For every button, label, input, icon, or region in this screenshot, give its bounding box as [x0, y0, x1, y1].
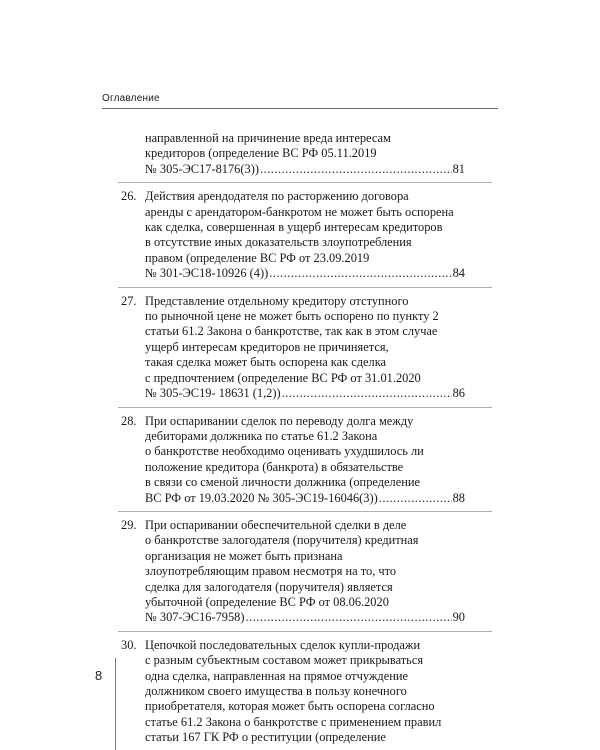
- dot-leader: [260, 162, 452, 177]
- entry-text-line: убыточной (определение ВС РФ от 08.06.2020: [145, 594, 389, 609]
- entry-divider: [118, 631, 492, 632]
- dot-leader: [246, 610, 452, 625]
- entry-page-number: 86: [452, 386, 465, 401]
- entry-text-line: должником своего имущества в пользу конечного: [145, 684, 407, 698]
- dot-leader: [282, 386, 452, 401]
- toc-entry[interactable]: [121, 517, 465, 626]
- page-number: 8: [95, 668, 103, 683]
- entry-text-line: статьи 167 ГК РФ о реституции (определение: [145, 730, 386, 745]
- toc-entry[interactable]: [121, 189, 465, 281]
- entry-text-line: Цепочкой последовательных сделок купли-продажи: [145, 637, 421, 652]
- header-divider: [102, 108, 498, 109]
- dot-leader: [269, 266, 451, 281]
- entry-text-line: правом (определение ВС РФ от 23.09.2019: [145, 250, 370, 265]
- entry-text-line: Представление отдельному кредитору отступного: [145, 293, 409, 308]
- entry-text-line: кредиторов (определение ВС РФ 05.11.2019: [145, 146, 377, 161]
- entry-divider: [118, 182, 492, 183]
- entry-number: 26.: [121, 189, 137, 204]
- entry-text-line: № 305-ЭС17-8176(3)): [145, 161, 259, 176]
- entry-text-line: статье 61.2 Закона о банкротстве с применением правил: [145, 714, 442, 729]
- entry-text-line: такая сделка может быть оспорена как сделка: [145, 355, 387, 370]
- entry-text-line: При оспаривании обеспечительной сделки в деле: [145, 517, 407, 532]
- entry-page-number: 90: [452, 610, 465, 625]
- entry-text-line: ВС РФ от 19.03.2020 № 305-ЭС19-16046(3)): [145, 490, 378, 505]
- running-header-title: Оглавление: [102, 93, 160, 104]
- entry-text-line: в отсутствие иных доказательств злоупотребления: [145, 235, 412, 250]
- toc-entry[interactable]: [145, 131, 465, 177]
- entry-text-line: направленной на причинение вреда интересам: [145, 131, 391, 145]
- entry-text-line: в связи со сменой личности должника (определение: [145, 475, 420, 490]
- entry-divider: [118, 407, 492, 408]
- entry-text-line: № 305-ЭС19- 18631 (1,2)): [145, 386, 281, 401]
- entry-text-line: с предпочтением (определение ВС РФ от 31.01.2020: [145, 370, 421, 385]
- table-of-contents: [121, 131, 465, 746]
- entry-page-number: 84: [452, 266, 465, 281]
- entry-number: 29.: [121, 517, 137, 532]
- toc-entry[interactable]: [121, 413, 465, 506]
- entry-number: 30.: [121, 637, 137, 652]
- entry-text-line: № 301-ЭС18-10926 (4)): [145, 266, 269, 281]
- entry-text-line: ущерб интересам кредиторов не причиняется,: [145, 339, 389, 354]
- entry-page-number: 88: [452, 490, 465, 505]
- entry-text-line: положение кредитора (банкрота) в обязательстве: [145, 459, 404, 474]
- entry-text-line: с разным субъектным составом может прикрываться: [145, 653, 424, 668]
- entry-text-line: Действия арендодателя по расторжению договора: [145, 189, 409, 204]
- entry-number: 28.: [121, 413, 137, 428]
- entry-text-line: сделка для залогодателя (поручителя) является: [145, 579, 393, 594]
- entry-text-line: организация не может быть признана: [145, 548, 343, 563]
- entry-text-line: одна сделка, направленная на прямое отчуждение: [145, 668, 408, 683]
- entry-text-line: злоупотребляющим правом несмотря на то, что: [145, 564, 397, 579]
- entry-text-line: аренды с арендатором-банкротом не может быть оспорена: [145, 204, 454, 219]
- entry-text-line: приобретателя, которая может быть оспорена согласно: [145, 699, 435, 714]
- entry-divider: [118, 511, 492, 512]
- entry-text-line: по рыночной цене не может быть оспорено по пункту 2: [145, 309, 439, 324]
- entry-text-line: о банкротстве залогодателя (поручителя) кредитная: [145, 533, 419, 548]
- entry-page-number: 81: [452, 161, 465, 176]
- entry-text-line: № 307-ЭС16-7958): [145, 610, 245, 625]
- entry-number: 27.: [121, 293, 137, 308]
- toc-entry[interactable]: [121, 637, 465, 746]
- entry-text-line: дебиторами должника по статье 61.2 Закона: [145, 428, 378, 443]
- toc-entry[interactable]: [121, 293, 465, 402]
- margin-rule: [115, 658, 116, 750]
- entry-text-line: о банкротстве необходимо оценивать ухудшилось ли: [145, 444, 424, 459]
- entry-text-line: как сделка, совершенная в ущерб интересам кредиторов: [145, 220, 443, 235]
- dot-leader: [379, 491, 452, 506]
- entry-text-line: статьи 61.2 Закона о банкротстве, так как в этом случае: [145, 324, 438, 339]
- entry-divider: [118, 287, 492, 288]
- entry-text-line: При оспаривании сделок по переводу долга между: [145, 413, 414, 428]
